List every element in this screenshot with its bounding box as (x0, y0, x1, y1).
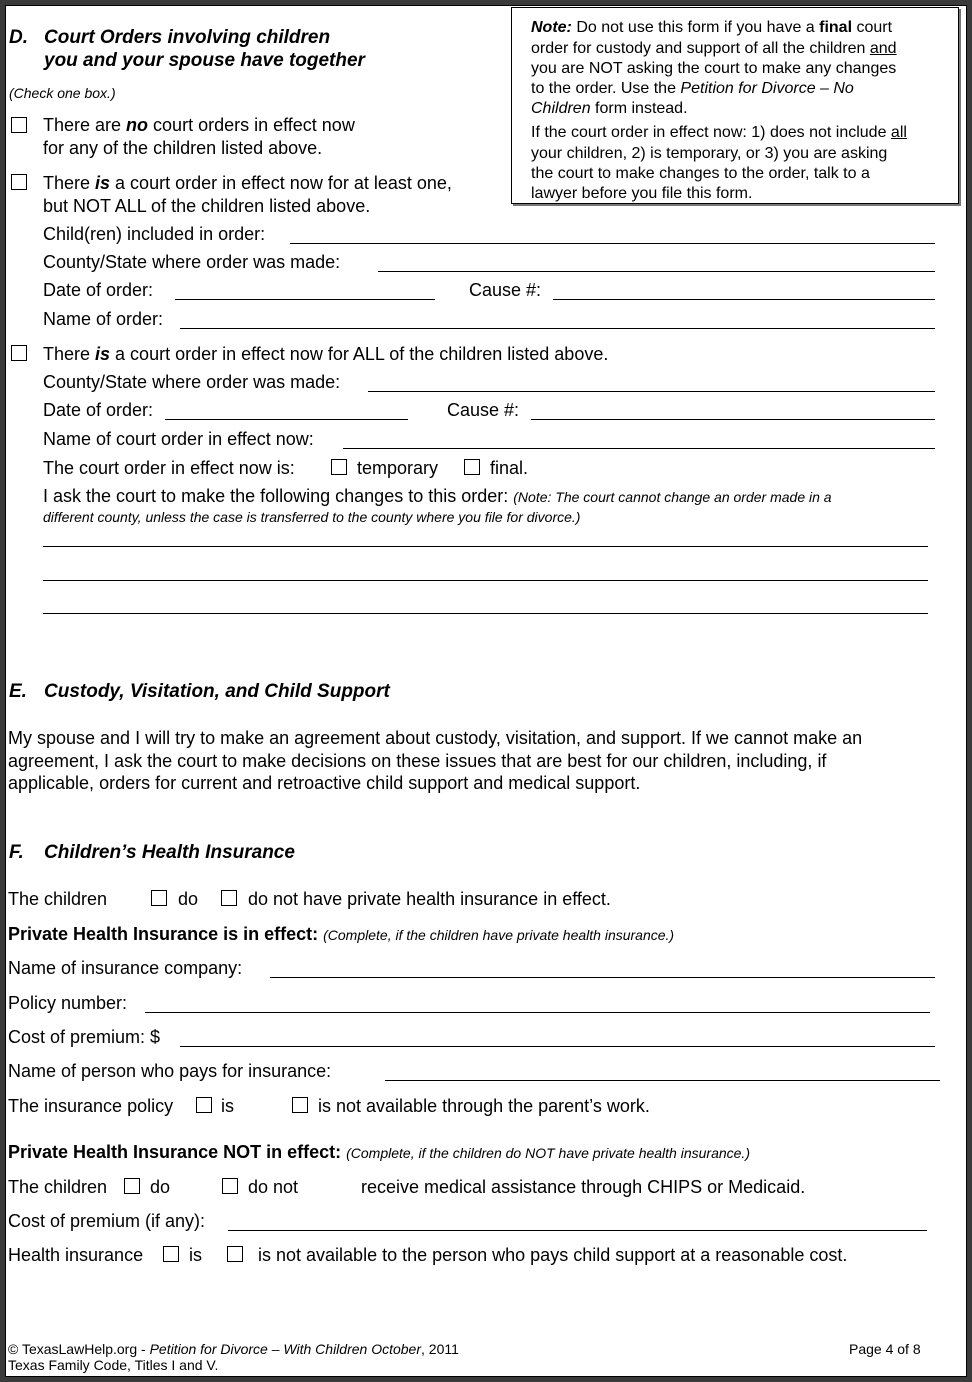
option-label: There are no court orders in effect now (43, 115, 355, 135)
premium-field[interactable] (180, 1046, 935, 1047)
some-children-order-checkbox[interactable] (11, 174, 27, 190)
note-text: the court to make changes to the order, talk to a (531, 165, 870, 182)
payer-field[interactable] (385, 1080, 940, 1081)
note-text: order for custody and support of all the children and (531, 40, 897, 57)
no-insurance-label: do not have private health insurance in effect. (248, 889, 611, 909)
children-included-label: Child(ren) included in order: (43, 224, 266, 244)
ask-changes-note: different county, unless the case is transferred to the county where you file for divorce.) (43, 509, 581, 525)
do-label: do (178, 889, 199, 909)
footer-source: © TexasLawHelp.org - Petition for Divorce – With Children October, 2011 (8, 1341, 459, 1357)
children-label: The children (8, 889, 108, 909)
health-insurance-label: Health insurance (8, 1245, 144, 1265)
children-included-field[interactable] (290, 243, 935, 244)
county-state-label: County/State where order was made: (43, 372, 341, 392)
not-receive-medicaid-checkbox[interactable] (222, 1178, 238, 1194)
not-available-label: is not available to the person who pays child support at a reasonable cost. (258, 1245, 848, 1265)
is-label: is (189, 1245, 202, 1265)
policy-not-available-checkbox[interactable] (292, 1097, 308, 1113)
premium-label: Cost of premium: $ (8, 1027, 161, 1047)
no-court-orders-checkbox[interactable] (11, 117, 27, 133)
receive-label: receive medical assistance through CHIPS or Medicaid. (361, 1177, 806, 1197)
check-one-hint: (Check one box.) (9, 85, 116, 101)
cause-label: Cause #: (447, 400, 520, 420)
county-state-label: County/State where order was made: (43, 252, 341, 272)
premium-any-label: Cost of premium (if any): (8, 1211, 206, 1231)
order-is-label: The court order in effect now is: (43, 458, 295, 478)
all-children-order-checkbox[interactable] (11, 345, 27, 361)
note-text: your children, 2) is temporary, or 3) you are asking (531, 145, 888, 162)
have-insurance-checkbox[interactable] (151, 890, 167, 906)
temporary-label: temporary (357, 458, 439, 478)
date-of-order-label: Date of order: (43, 280, 154, 300)
children-label: The children (8, 1177, 108, 1197)
in-effect-heading: Private Health Insurance is in effect: (Complete, if the children have private health insurance.) (8, 924, 675, 944)
not-in-effect-heading: Private Health Insurance NOT in effect: (Complete, if the children do NOT have private health insurance.) (8, 1142, 750, 1162)
note-text: If the court order in effect now: 1) does not include all (531, 124, 907, 141)
policy-is-label: The insurance policy (8, 1096, 174, 1116)
date-of-order-field[interactable] (165, 419, 408, 420)
do-label: do (150, 1177, 171, 1197)
temporary-checkbox[interactable] (331, 459, 347, 475)
name-of-order-field[interactable] (180, 328, 935, 329)
note-text: Children form instead. (531, 100, 688, 117)
section-d-title-2: you and your spouse have together (44, 50, 365, 71)
note-text: to the order. Use the Petition for Divorce – No (531, 80, 854, 97)
section-f-title: Children’s Health Insurance (44, 842, 295, 863)
company-label: Name of insurance company: (8, 958, 243, 978)
footer-code: Texas Family Code, Titles I and V. (8, 1357, 219, 1373)
is-label: is (221, 1096, 234, 1116)
section-e-letter: E. (9, 681, 27, 702)
insurance-available-checkbox[interactable] (163, 1246, 179, 1262)
county-state-field[interactable] (368, 391, 935, 392)
option-label: but NOT ALL of the children listed above. (43, 196, 371, 216)
premium-any-field[interactable] (228, 1230, 927, 1231)
section-d-letter: D. (9, 27, 28, 48)
cause-label: Cause #: (469, 280, 542, 300)
section-f-letter: F. (9, 842, 24, 863)
name-court-order-field[interactable] (343, 448, 935, 449)
ask-changes-label: I ask the court to make the following changes to this order: (Note: The court cannot change an order made in a (43, 486, 832, 506)
final-label: final. (490, 458, 529, 478)
date-of-order-label: Date of order: (43, 400, 154, 420)
section-d-title: Court Orders involving children (44, 27, 331, 48)
not-available-label: is not available through the parent’s work. (318, 1096, 650, 1116)
name-of-order-label: Name of order: (43, 309, 164, 329)
page-number: Page 4 of 8 (849, 1341, 921, 1357)
policy-label: Policy number: (8, 993, 128, 1013)
note-text: lawyer before you file this form. (531, 185, 753, 202)
do-not-label: do not (248, 1177, 299, 1197)
cause-field[interactable] (531, 419, 935, 420)
option-label: There is a court order in effect now for ALL of the children listed above. (43, 344, 609, 364)
cause-field[interactable] (553, 299, 935, 300)
no-insurance-checkbox[interactable] (221, 890, 237, 906)
final-checkbox[interactable] (464, 459, 480, 475)
date-of-order-field[interactable] (175, 299, 435, 300)
name-court-order-label: Name of court order in effect now: (43, 429, 314, 449)
option-label: for any of the children listed above. (43, 138, 323, 158)
county-state-field[interactable] (378, 271, 935, 272)
receive-medicaid-checkbox[interactable] (124, 1178, 140, 1194)
insurance-not-available-checkbox[interactable] (227, 1246, 243, 1262)
policy-field[interactable] (145, 1012, 930, 1013)
payer-label: Name of person who pays for insurance: (8, 1061, 332, 1081)
option-label: There is a court order in effect now for at least one, (43, 173, 452, 193)
section-e-title: Custody, Visitation, and Child Support (44, 681, 390, 702)
policy-available-checkbox[interactable] (196, 1097, 212, 1113)
changes-field[interactable] (43, 613, 928, 614)
note-text: you are NOT asking the court to make any changes (531, 60, 897, 77)
company-field[interactable] (270, 977, 935, 978)
note-text: Note: Do not use this form if you have a final court (531, 19, 893, 36)
section-e-text: applicable, orders for current and retroactive child support and medical support. (8, 773, 641, 793)
changes-field[interactable] (43, 546, 928, 547)
section-e-text: agreement, I ask the court to make decisions on these issues that are best for our children, including, if (8, 751, 827, 771)
section-e-text: My spouse and I will try to make an agreement about custody, visitation, and support. If we cannot make an (8, 728, 863, 748)
changes-field[interactable] (43, 580, 928, 581)
